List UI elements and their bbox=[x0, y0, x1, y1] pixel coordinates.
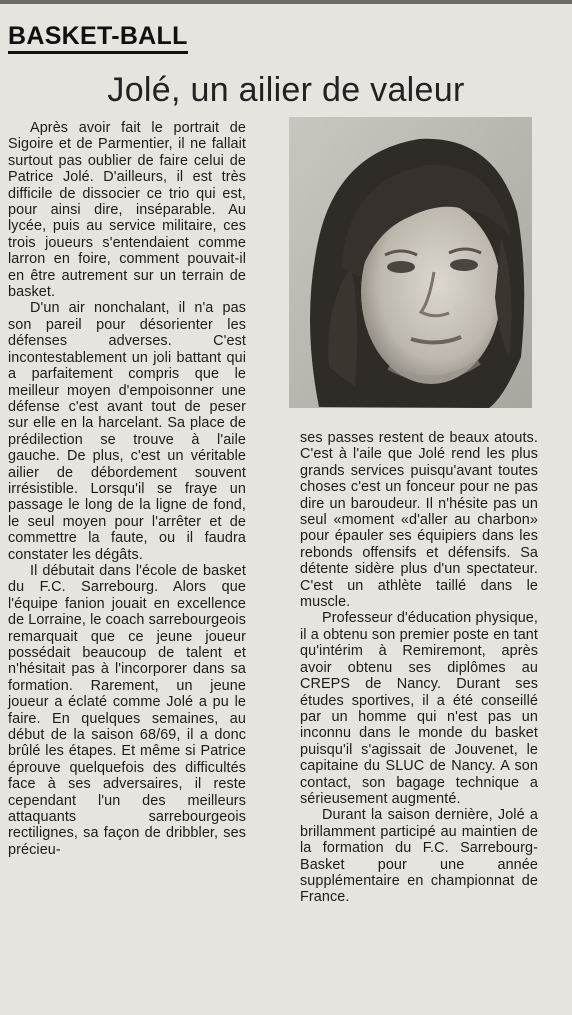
article-column-1 bbox=[8, 120, 246, 858]
article-column-2 bbox=[300, 430, 538, 906]
top-rule bbox=[0, 0, 572, 4]
player-portrait-illustration bbox=[289, 117, 532, 408]
paragraph: Durant la saison dernière, Jolé a brillamment participé au maintien de la formation du F.C. Sarrebourg-Basket pour une année supplémentaire en championnat de France. bbox=[300, 807, 538, 906]
paragraph: Après avoir fait le portrait de Sigoire et de Parmentier, il ne fallait surtout pas oublier de faire celui de Patrice Jolé. D'ailleurs, il est très difficile de dissocier ce trio qui est, pour ainsi dire, inséparable. Au lycée, puis au service militaire, ces trois joueurs s'entendaient comme larron en foire, comment pouvait-il en être autrement sur un terrain de basket. bbox=[8, 120, 246, 301]
paragraph: ses passes restent de beaux atouts. C'est à l'aile que Jolé rend les plus grands services puisqu'avant toutes choses c'est un fonceur pour ne pas dire un baroudeur. Il n'hésite pas un seul «moment «d'aller au charbon» pour épauler ses équipiers dans les rebonds offensifs et défensifs. Sa détente sidère plus d'un spectateur. C'est un athlète taillé dans le muscle. bbox=[300, 430, 538, 611]
paragraph: Professeur d'éducation physique, il a obtenu son premier poste en tant qu'intérim à Remiremont, après avoir obtenu ses diplômes au CREPS de Nancy. Durant ses études sportives, il a été conseillé par un homme qui n'est pas un inconnu dans le monde du basket puisqu'il s'agissait de Jouvenet, le capitaine du SLUC de Nancy. A son contact, son bagage technique a sérieusement augmenté. bbox=[300, 610, 538, 807]
player-photo bbox=[289, 117, 532, 408]
paragraph: Il débutait dans l'école de basket du F.C. Sarrebourg. Alors que l'équipe fanion jouait en excellence de Lorraine, le coach sarrebourgeois remarquait que ce jeune joueur possédait beaucoup de talent et n'hésitait pas à l'incorporer dans sa formation. Rarement, un jeune joueur a éclaté comme Jolé a pu le faire. En quelques semaines, au début de la saison 68/69, il a donc brûlé les étapes. Et même si Patrice éprouve quelquefois des difficultés face à ses adversaires, il reste cependant l'un des meilleurs attaquants sarrebourgeois rectilignes, sa façon de dribbler, ses précieu- bbox=[8, 562, 246, 858]
paragraph: D'un air nonchalant, il n'a pas son pareil pour désorienter les défenses adverses. C'est incontestablement un joli battant qui a parfaitement compris que le meilleur moyen d'empoisonner une défense c'est avant tout de peser sur elle en la harcelant. Sa place de prédilection se trouve à l'aile gauche. De plus, c'est un véritable ailier de débordement souvent irrésistible. Lorsqu'il se fraye un passage le long de la ligne de fond, le seul moyen pour l'arrêter et de commettre la faute, ou il faudra constater les dégâts. bbox=[8, 300, 246, 563]
section-heading: BASKET-BALL bbox=[8, 22, 188, 54]
headline: Jolé, un ailier de valeur bbox=[107, 71, 465, 109]
